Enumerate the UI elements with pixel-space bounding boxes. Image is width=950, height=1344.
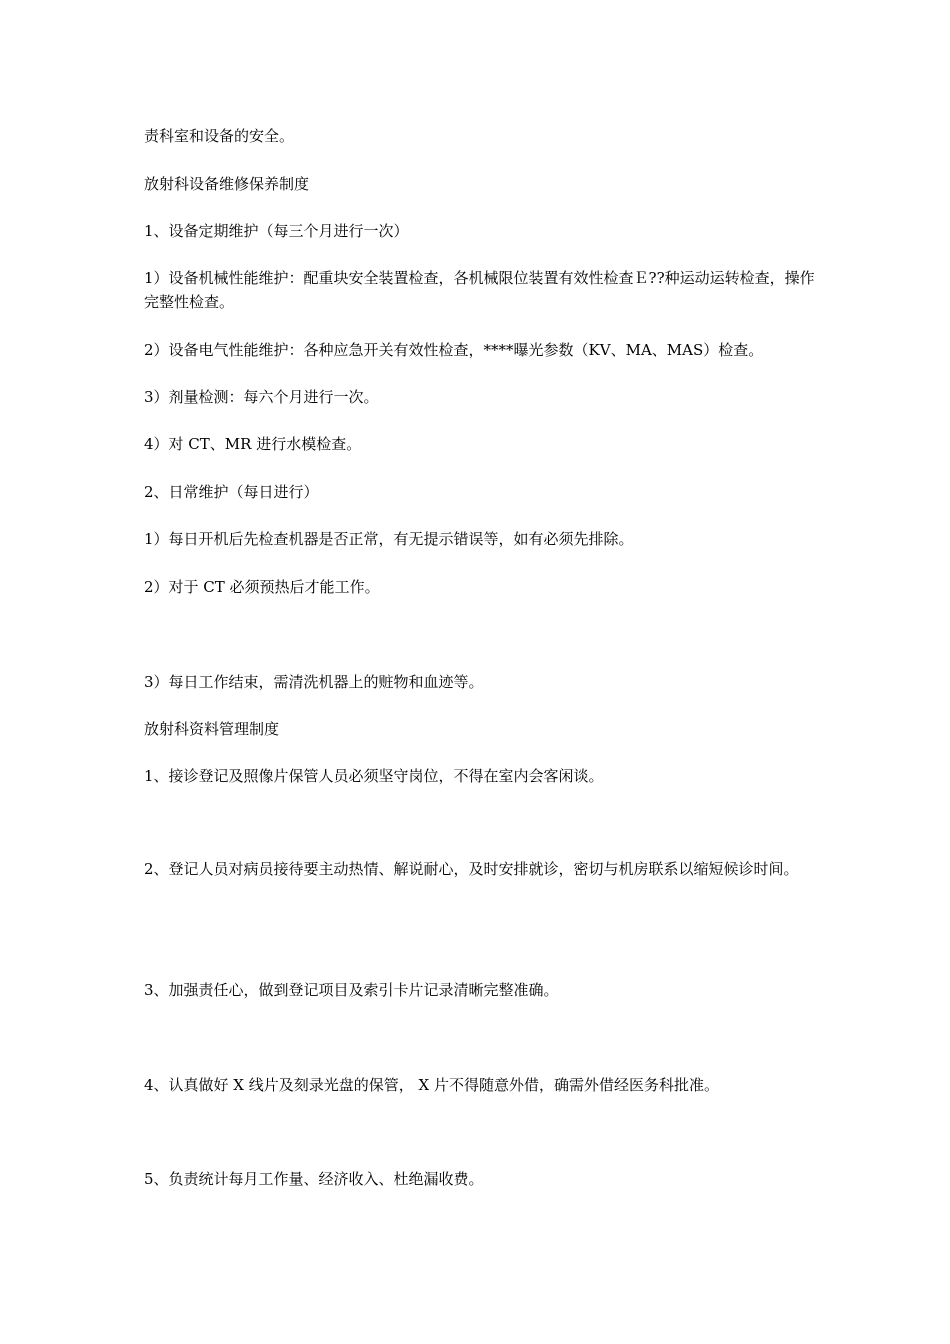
paragraph: 4、认真做好 X 线片及刻录光盘的保管， X 片不得随意外借，确需外借经医务科批准。 [144, 1076, 719, 1094]
paragraph: 1、接诊登记及照像片保管人员必须坚守岗位，不得在室内会客闲谈。 [144, 767, 604, 785]
paragraph: 3）每日工作结束，需清洗机器上的赃物和血迹等。 [144, 673, 484, 691]
paragraph: 责科室和设备的安全。 [144, 127, 295, 145]
paragraph: 3）剂量检测：每六个月进行一次。 [144, 388, 379, 406]
paragraph: 2）对于 CT 必须预热后才能工作。 [144, 578, 380, 596]
section-heading: 放射科设备维修保养制度 [144, 175, 310, 193]
paragraph: 2、登记人员对病员接待要主动热情、解说耐心，及时安排就诊，密切与机房联系以缩短候诊时间。 [144, 860, 799, 878]
paragraph: 2）设备电气性能维护：各种应急开关有效性检查，****曝光参数（KV、MA、MAS）检查。 [144, 341, 764, 359]
paragraph: 4）对 CT、MR 进行水模检查。 [144, 435, 362, 453]
paragraph: 1）每日开机后先检查机器是否正常，有无提示错误等，如有必须先排除。 [144, 530, 634, 548]
paragraph: 5、负责统计每月工作量、经济收入、杜绝漏收费。 [144, 1170, 484, 1188]
section-heading: 放射科资料管理制度 [144, 720, 280, 738]
paragraph: 2、日常维护（每日进行） [144, 483, 319, 501]
paragraph: 1、设备定期维护（每三个月进行一次） [144, 222, 409, 240]
paragraph: 3、加强责任心，做到登记项目及索引卡片记录清晰完整准确。 [144, 981, 559, 999]
paragraph: 1）设备机械性能维护：配重块安全装置检查，各机械限位装置有效性检查Ｅ??种运动运转检查，操作完整性检查。 [144, 269, 815, 311]
